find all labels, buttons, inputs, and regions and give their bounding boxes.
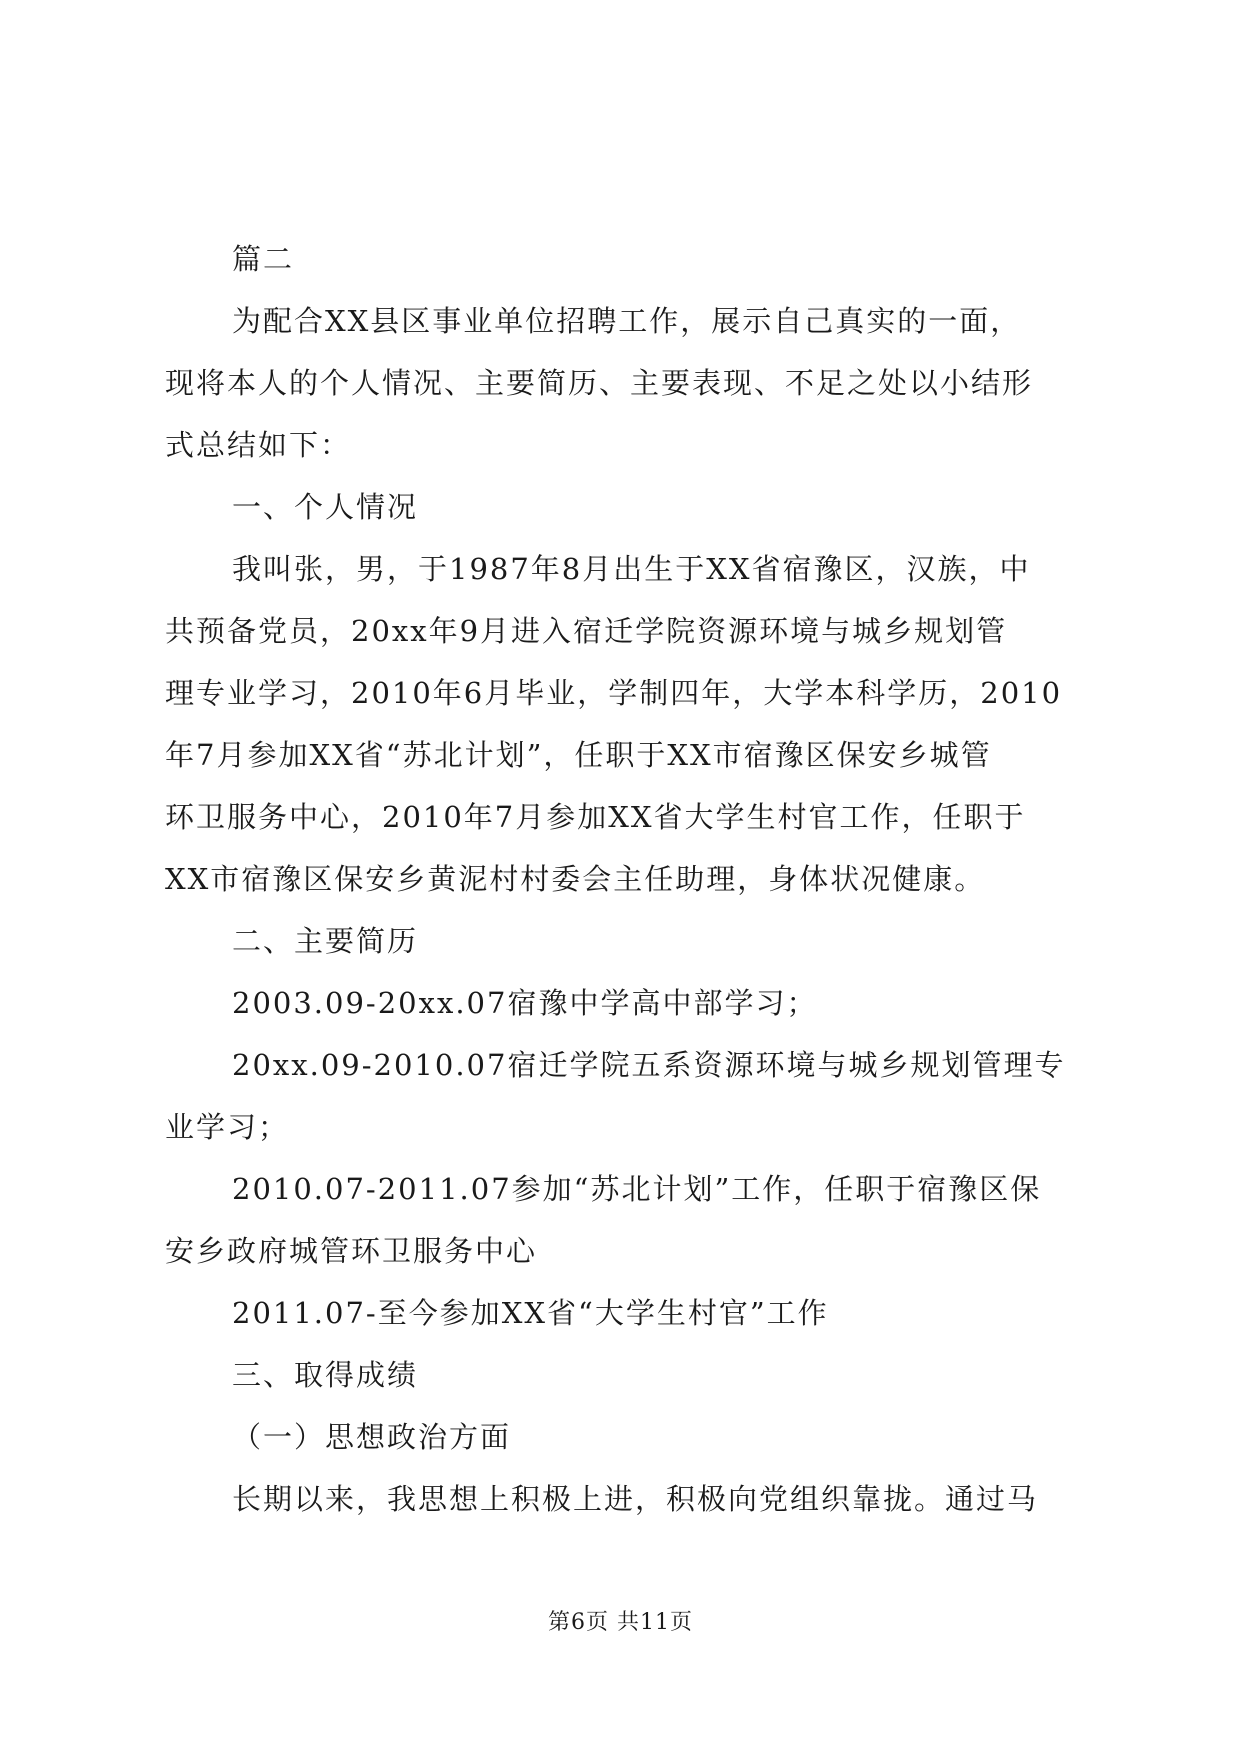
text-line: （一）思想政治方面 bbox=[232, 1420, 512, 1454]
text-line: 为配合XX县区事业单位招聘工作，展示自己真实的一面， bbox=[232, 304, 1022, 338]
page-number: 第6页 bbox=[548, 1610, 609, 1635]
text-line: 2011.07-至今参加XX省“大学生村官”工作 bbox=[232, 1296, 829, 1330]
text-line: 三、取得成绩 bbox=[232, 1358, 419, 1392]
text-line: 式总结如下： bbox=[165, 428, 352, 462]
text-line: 篇二 bbox=[232, 242, 295, 276]
text-line: 2010.07-2011.07参加“苏北计划”工作，任职于宿豫区保 bbox=[232, 1172, 1042, 1206]
text-line: 业学习； bbox=[165, 1110, 290, 1144]
text-line: 我叫张，男，于1987年8月出生于XX省宿豫区，汉族，中 bbox=[232, 552, 1031, 586]
page-footer bbox=[0, 1605, 1241, 1636]
text-line: 共预备党员，20xx年9月进入宿迁学院资源环境与城乡规划管 bbox=[165, 614, 1008, 648]
text-line: 安乡政府城管环卫服务中心 bbox=[165, 1234, 538, 1268]
text-line: 2003.09-20xx.07宿豫中学高中部学习； bbox=[232, 986, 818, 1020]
text-line: 理专业学习，2010年6月毕业，学制四年，大学本科学历，2010 bbox=[165, 676, 1063, 710]
text-line: 现将本人的个人情况、主要简历、主要表现、不足之处以小结形 bbox=[165, 366, 1034, 400]
page-total: 共11页 bbox=[617, 1610, 693, 1635]
text-line: XX市宿豫区保安乡黄泥村村委会主任助理，身体状况健康。 bbox=[165, 862, 986, 896]
text-line: 长期以来，我思想上积极上进，积极向党组织靠拢。通过马 bbox=[232, 1482, 1039, 1516]
document-body bbox=[165, 228, 1080, 1530]
text-line: 二、主要简历 bbox=[232, 924, 419, 958]
text-line: 环卫服务中心，2010年7月参加XX省大学生村官工作，任职于 bbox=[165, 800, 1026, 834]
text-line: 20xx.09-2010.07宿迁学院五系资源环境与城乡规划管理专 bbox=[232, 1048, 1066, 1082]
text-line: 年7月参加XX省“苏北计划”，任职于XX市宿豫区保安乡城管 bbox=[165, 738, 992, 772]
text-line: 一、个人情况 bbox=[232, 490, 419, 524]
